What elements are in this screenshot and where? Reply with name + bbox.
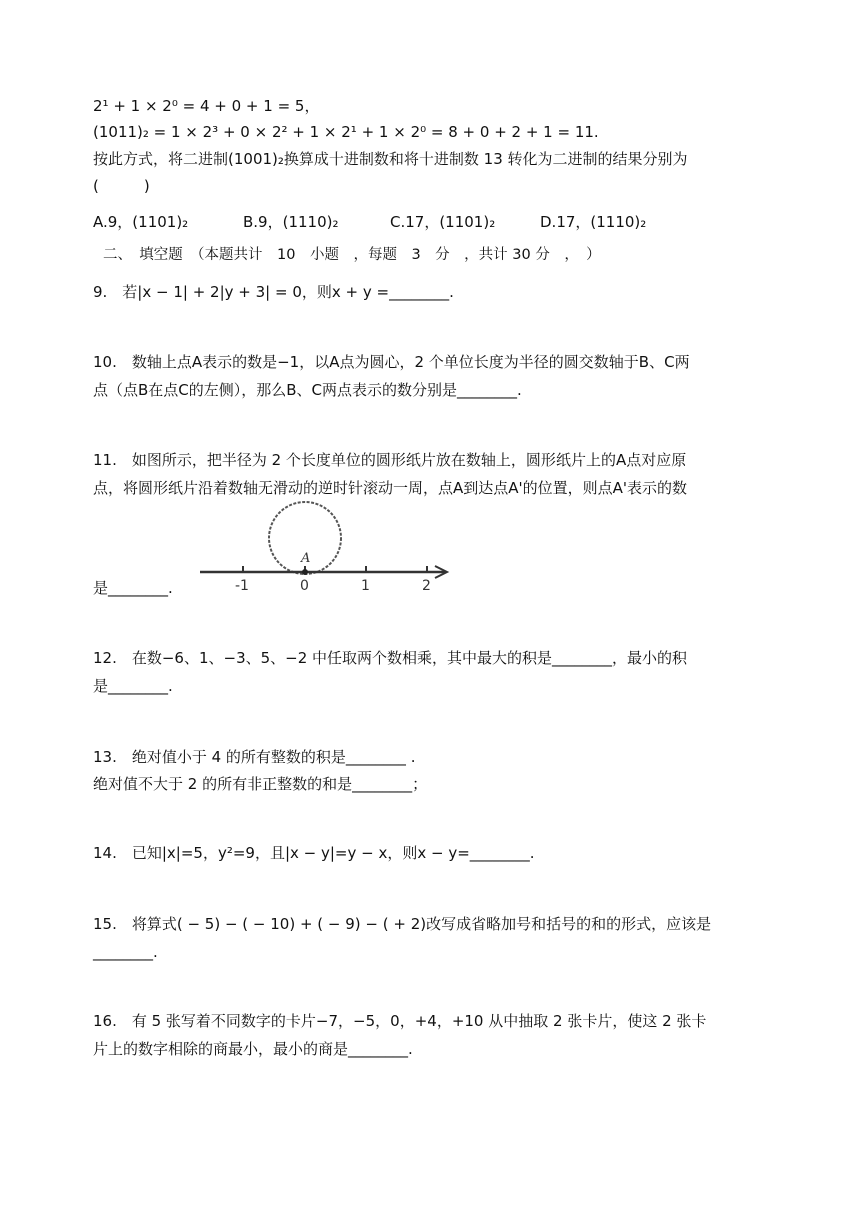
question-13-line-1: 13. 绝对值小于 4 的所有整数的积是________ . [93,748,416,766]
option-b: B.9，(1110)₂ [243,213,339,231]
tick-label-2: 2 [422,578,431,594]
option-d: D.17，(1110)₂ [540,213,647,231]
question-10-line-2: 点（点B在点C的左侧），那么B、C两点表示的数分别是________. [93,381,522,399]
question-12-line-1: 12. 在数−6、1、−3、5、−2 中任取两个数相乘，其中最大的积是________，最小的积 [93,649,688,667]
question-9: 9. 若|x − 1| + 2|y + 3| = 0，则x + y =________. [93,283,454,301]
question-15-line-2: ________. [93,943,158,961]
continuation-line-3: 按此方式，将二进制(1001)₂换算成十进制数和将十进制数 13 转化为二进制的结果分别为 [93,150,688,168]
point-a-dot [302,569,308,575]
option-c: C.17，(1101)₂ [390,213,496,231]
number-line-figure [195,500,465,600]
section-heading: 二、 填空题 （本题共计 10 小题 ，每题 3 分 ，共计 30 分 ， ） [103,247,601,263]
question-11-line-3: 是________. [93,579,173,597]
tick-label-1: 1 [361,578,370,594]
point-a-label: A [301,551,311,566]
question-16-line-1: 16. 有 5 张写着不同数字的卡片−7，−5，0，+4，+10 从中抽取 2 张卡片，使这 2 张卡 [93,1012,707,1030]
answer-parentheses: ( ) [93,177,150,195]
question-15-line-1: 15. 将算式( − 5) − ( − 10) + ( − 9) − ( + 2)改写成省略加号和括号的和的形式，应该是 [93,915,712,933]
continuation-line-1: 2¹ + 1 × 2⁰ = 4 + 0 + 1 = 5， [93,97,320,115]
question-11-line-2: 点，将圆形纸片沿着数轴无滑动的逆时针滚动一周，点A到达点A'的位置，则点A'表示的数 [93,479,688,497]
question-12-line-2: 是________. [93,677,173,695]
question-11-line-1: 11. 如图所示，把半径为 2 个长度单位的圆形纸片放在数轴上，圆形纸片上的A点对应原 [93,451,687,469]
question-16-line-2: 片上的数字相除的商最小，最小的商是________. [93,1040,413,1058]
question-13-line-2: 绝对值不大于 2 的所有非正整数的和是________； [93,775,428,793]
tick-label-0: 0 [300,578,309,594]
question-10-line-1: 10. 数轴上点A表示的数是−1，以A点为圆心，2 个单位长度为半径的圆交数轴于B、C两 [93,353,690,371]
option-a: A.9，(1101)₂ [93,213,189,231]
continuation-line-2: (1011)₂ = 1 × 2³ + 0 × 2² + 1 × 2¹ + 1 × 2⁰ = 8 + 0 + 2 + 1 = 11. [93,123,599,141]
tick-label-minus1: -1 [235,578,249,594]
question-14: 14. 已知|x|=5，y²=9，且|x − y|=y − x，则x − y=________. [93,844,535,862]
